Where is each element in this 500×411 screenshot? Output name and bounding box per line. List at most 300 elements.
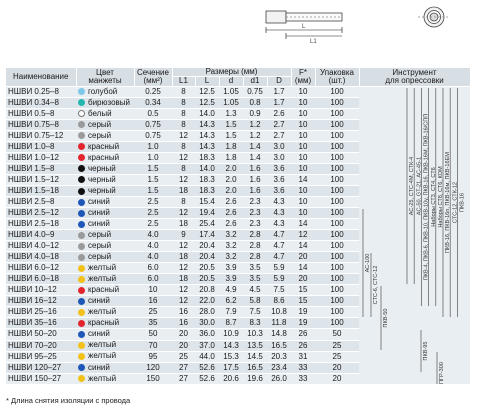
tool-label: ПКВ-50 <box>383 308 390 328</box>
cell-color <box>76 230 134 241</box>
cell-F: 10 <box>291 130 315 141</box>
tool-label: ПКВ-16, ПКВ-16п, ПКВ-16м, ПКВ-16ЕМ <box>445 151 452 253</box>
cell-name: НШВИ 70–20 <box>6 340 76 351</box>
cell-L1: 18 <box>172 186 195 197</box>
color-label: красный <box>88 152 120 162</box>
cell-d1: 2.8 <box>243 252 267 263</box>
color-swatch-icon <box>78 353 85 360</box>
color-label: синий <box>88 208 110 218</box>
cell-d: 4.9 <box>219 285 243 296</box>
cell-color <box>76 307 134 318</box>
color-label: синий <box>88 296 110 306</box>
color-swatch-icon <box>78 364 85 371</box>
color-swatch-icon <box>78 243 85 250</box>
cell-L1: 18 <box>172 252 195 263</box>
cell-name: НШВИ 1.0–8 <box>6 141 76 152</box>
cell-d: 2.0 <box>219 186 243 197</box>
cell-D: 1.7 <box>267 97 291 108</box>
cell-L1: 8 <box>172 164 195 175</box>
cell-D: 3.6 <box>267 186 291 197</box>
cell-d: 1.8 <box>219 152 243 163</box>
header-L1: L1 <box>172 77 195 86</box>
cell-color <box>76 274 134 285</box>
color-label: серый <box>88 119 112 129</box>
cell-d1: 1.6 <box>243 164 267 175</box>
color-swatch-icon <box>78 221 85 228</box>
color-swatch-icon <box>78 287 85 294</box>
cell-L1: 9 <box>172 230 195 241</box>
cell-L1: 8 <box>172 197 195 208</box>
header-name: Наименование <box>6 68 76 86</box>
color-label: черный <box>88 186 116 196</box>
color-label: бирюзовый <box>88 97 130 107</box>
cell-d1: 3.5 <box>243 263 267 274</box>
cell-s: 6.0 <box>134 274 172 285</box>
cell-name: НШВИ 0.75–8 <box>6 119 76 130</box>
cell-color <box>76 296 134 307</box>
cell-s: 150 <box>134 373 172 384</box>
cell-d: 7.9 <box>219 307 243 318</box>
cell-L: 20.8 <box>195 285 219 296</box>
cell-F: 31 <box>291 351 315 362</box>
cell-L1: 18 <box>172 219 195 230</box>
color-label: желтый <box>88 274 117 284</box>
cell-s: 95 <box>134 351 172 362</box>
cell-s: 4.0 <box>134 230 172 241</box>
color-label: синий <box>88 362 110 372</box>
cell-F: 14 <box>291 175 315 186</box>
cell-D: 3.6 <box>267 175 291 186</box>
cell-d1: 1.6 <box>243 186 267 197</box>
cell-d: 10.9 <box>219 329 243 340</box>
cell-L1: 12 <box>172 263 195 274</box>
cell-pack: 50 <box>315 329 359 340</box>
tool-label: Наборы СТ3, СТ4, СТ6 <box>430 167 437 227</box>
cell-L: 37.0 <box>195 340 219 351</box>
cell-L: 18.3 <box>195 186 219 197</box>
cell-color <box>76 219 134 230</box>
cell-d: 3.9 <box>219 263 243 274</box>
color-label: белый <box>88 108 112 118</box>
cell-pack: 25 <box>315 351 359 362</box>
cell-pack: 25 <box>315 340 359 351</box>
cell-F: 10 <box>291 152 315 163</box>
tools-column <box>359 86 470 384</box>
cell-F: 15 <box>291 296 315 307</box>
cell-d: 14.3 <box>219 340 243 351</box>
cell-F: 14 <box>291 219 315 230</box>
cell-d1: 1.6 <box>243 175 267 186</box>
cell-F: 26 <box>291 340 315 351</box>
cell-D: 4.7 <box>267 252 291 263</box>
cell-pack: 100 <box>315 241 359 252</box>
cell-D: 26.0 <box>267 373 291 384</box>
cell-D: 23.4 <box>267 362 291 373</box>
cell-F: 10 <box>291 141 315 152</box>
cell-pack: 100 <box>315 307 359 318</box>
cell-color <box>76 197 134 208</box>
cell-L: 17.4 <box>195 230 219 241</box>
cell-s: 4.0 <box>134 252 172 263</box>
color-label: серый <box>88 130 112 140</box>
cell-name: НШВИ 0.34–8 <box>6 97 76 108</box>
cell-L1: 8 <box>172 119 195 130</box>
cell-D: 2.7 <box>267 119 291 130</box>
cell-s: 2.5 <box>134 219 172 230</box>
cell-pack: 100 <box>315 197 359 208</box>
color-label: черный <box>88 174 116 184</box>
cell-D: 4.7 <box>267 230 291 241</box>
color-swatch-icon <box>78 309 85 316</box>
cell-name: НШВИ 4.0–12 <box>6 241 76 252</box>
cell-L: 25.4 <box>195 219 219 230</box>
cell-F: 10 <box>291 119 315 130</box>
cell-name: НШВИ 2.5–8 <box>6 197 76 208</box>
cell-D: 4.7 <box>267 241 291 252</box>
cell-L1: 8 <box>172 97 195 108</box>
color-label: голубой <box>88 86 118 96</box>
cell-color <box>76 208 134 219</box>
cell-L1: 8 <box>172 141 195 152</box>
cell-F: 10 <box>291 97 315 108</box>
cell-pack: 100 <box>315 274 359 285</box>
cell-pack: 100 <box>315 97 359 108</box>
tool-label: Наборы СТ8, СТ6, КОМ <box>438 166 445 228</box>
cell-L: 14.0 <box>195 108 219 119</box>
cell-F: 10 <box>291 197 315 208</box>
cell-d1: 0.8 <box>243 97 267 108</box>
cell-s: 70 <box>134 340 172 351</box>
cell-pack: 100 <box>315 86 359 97</box>
cell-F: 33 <box>291 373 315 384</box>
cell-color <box>76 141 134 152</box>
cell-name: НШВИ 4.0–9 <box>6 230 76 241</box>
cell-d: 6.2 <box>219 296 243 307</box>
tool-label: АС-50, GT-21, АС-45-1 <box>416 156 423 215</box>
cell-pack: 100 <box>315 119 359 130</box>
cell-L: 22.0 <box>195 296 219 307</box>
cell-L1: 12 <box>172 130 195 141</box>
cell-name: НШВИ 1.5–12 <box>6 175 76 186</box>
cell-F: 14 <box>291 241 315 252</box>
header-D: D <box>267 77 291 86</box>
cell-d1: 8.3 <box>243 318 267 329</box>
color-swatch-icon <box>78 232 85 239</box>
tool-label: СТС-12, СТК-12 <box>452 181 459 223</box>
cell-s: 6.0 <box>134 263 172 274</box>
cell-pack: 100 <box>315 108 359 119</box>
color-swatch-icon <box>78 132 85 139</box>
cell-d1: 10.3 <box>243 329 267 340</box>
cell-color <box>76 152 134 163</box>
cell-L: 20.5 <box>195 263 219 274</box>
cell-L1: 8 <box>172 108 195 119</box>
cell-color <box>76 175 134 186</box>
cell-L: 36.0 <box>195 329 219 340</box>
cell-F: 20 <box>291 252 315 263</box>
header-sizes: Размеры (мм) <box>172 68 291 77</box>
color-swatch-icon <box>78 143 85 150</box>
cell-pack: 100 <box>315 175 359 186</box>
color-label: синий <box>88 329 110 339</box>
color-swatch-icon <box>78 121 85 128</box>
cell-name: НШВИ 4.0–18 <box>6 252 76 263</box>
cell-name: НШВИ 35–16 <box>6 318 76 329</box>
dim-label-L: L <box>302 24 306 30</box>
cell-s: 0.75 <box>134 130 172 141</box>
cell-L: 18.3 <box>195 152 219 163</box>
tool-label: ПКВ-16 <box>459 192 466 212</box>
cell-L1: 27 <box>172 362 195 373</box>
cell-name: НШВИ 10–12 <box>6 285 76 296</box>
cell-F: 19 <box>291 307 315 318</box>
cell-L1: 12 <box>172 208 195 219</box>
color-label: серый <box>88 252 112 262</box>
cell-L1: 16 <box>172 318 195 329</box>
tool-bar <box>371 253 379 317</box>
cell-F: 14 <box>291 263 315 274</box>
cell-name: НШВИ 25–16 <box>6 307 76 318</box>
cell-d1: 0.9 <box>243 108 267 119</box>
cell-color <box>76 130 134 141</box>
cell-d1: 14.5 <box>243 351 267 362</box>
color-label: желтый <box>88 373 117 383</box>
cell-name: НШВИ 0.5–8 <box>6 108 76 119</box>
cell-d1: 19.6 <box>243 373 267 384</box>
cell-color <box>76 186 134 197</box>
cell-s: 1.5 <box>134 186 172 197</box>
cell-s: 0.5 <box>134 108 172 119</box>
cell-s: 2.5 <box>134 208 172 219</box>
cell-name: НШВИ 95–25 <box>6 351 76 362</box>
color-swatch-icon <box>78 88 85 95</box>
cell-pack: 100 <box>315 130 359 141</box>
cell-color <box>76 108 134 119</box>
cell-D: 3.6 <box>267 164 291 175</box>
header-d1: d1 <box>243 77 267 86</box>
cell-color <box>76 373 134 384</box>
header-F: F* (мм) <box>291 68 315 86</box>
cell-L1: 12 <box>172 152 195 163</box>
cell-F: 15 <box>291 285 315 296</box>
cell-D: 4.3 <box>267 197 291 208</box>
cell-d: 3.2 <box>219 230 243 241</box>
cell-s: 4.0 <box>134 241 172 252</box>
cell-color <box>76 329 134 340</box>
cell-s: 25 <box>134 307 172 318</box>
cell-L1: 27 <box>172 373 195 384</box>
cell-d1: 13.5 <box>243 340 267 351</box>
cell-color <box>76 97 134 108</box>
cell-s: 10 <box>134 285 172 296</box>
color-swatch-icon <box>78 331 85 338</box>
cell-F: 33 <box>291 362 315 373</box>
color-swatch-icon <box>78 375 85 382</box>
cell-L: 14.0 <box>195 164 219 175</box>
cell-pack: 100 <box>315 208 359 219</box>
header-L: L <box>195 77 219 86</box>
cell-pack: 100 <box>315 230 359 241</box>
color-swatch-icon <box>78 276 85 283</box>
cell-L1: 12 <box>172 285 195 296</box>
cell-D: 2.7 <box>267 130 291 141</box>
cell-L1: 16 <box>172 307 195 318</box>
cell-color <box>76 318 134 329</box>
cell-d: 1.8 <box>219 141 243 152</box>
cell-color <box>76 263 134 274</box>
cell-s: 16 <box>134 296 172 307</box>
color-swatch-icon <box>78 265 85 272</box>
cell-s: 1.0 <box>134 141 172 152</box>
color-swatch-icon <box>78 165 85 172</box>
cell-d: 1.5 <box>219 119 243 130</box>
color-swatch-icon <box>78 254 85 261</box>
cell-d: 1.5 <box>219 130 243 141</box>
cell-pack: 100 <box>315 318 359 329</box>
cell-L: 18.3 <box>195 175 219 186</box>
cell-L: 14.3 <box>195 130 219 141</box>
color-label: синий <box>88 219 110 229</box>
cell-pack: 100 <box>315 141 359 152</box>
tool-bar <box>381 286 389 350</box>
cell-d1: 2.8 <box>243 241 267 252</box>
footnote: * Длина снятия изоляции с провода <box>6 396 131 405</box>
tool-bar <box>421 330 429 372</box>
tool-bar <box>457 88 465 317</box>
cell-pack: 100 <box>315 296 359 307</box>
cell-D: 2.6 <box>267 108 291 119</box>
cell-color <box>76 252 134 263</box>
cell-L: 20.4 <box>195 252 219 263</box>
color-swatch-icon <box>78 188 85 195</box>
color-label: красный <box>88 318 120 328</box>
color-swatch-icon <box>78 110 85 117</box>
cell-d1: 7.5 <box>243 307 267 318</box>
cell-s: 1.5 <box>134 164 172 175</box>
tool-bar <box>363 209 371 317</box>
cell-L: 20.4 <box>195 241 219 252</box>
cell-D: 14.8 <box>267 329 291 340</box>
cell-L: 14.3 <box>195 141 219 152</box>
cell-F: 10 <box>291 164 315 175</box>
cell-d: 1.05 <box>219 86 243 97</box>
ferrule-spec-table <box>6 68 471 385</box>
cell-color <box>76 362 134 373</box>
cell-L: 28.0 <box>195 307 219 318</box>
cell-d1: 0.75 <box>243 86 267 97</box>
cell-D: 5.9 <box>267 263 291 274</box>
cell-pack: 100 <box>315 164 359 175</box>
cell-s: 0.75 <box>134 119 172 130</box>
cell-d1: 2.3 <box>243 208 267 219</box>
color-swatch-icon <box>78 154 85 161</box>
cell-L1: 12 <box>172 296 195 307</box>
cell-pack: 20 <box>315 373 359 384</box>
cell-D: 4.3 <box>267 208 291 219</box>
cell-d1: 1.4 <box>243 141 267 152</box>
tool-label: АС-25, СТС-4М, СТК-4 <box>409 156 416 215</box>
cell-d: 1.3 <box>219 108 243 119</box>
cell-name: НШВИ 120–27 <box>6 362 76 373</box>
cell-d1: 5.8 <box>243 296 267 307</box>
cell-name: НШВИ 16–12 <box>6 296 76 307</box>
cell-color <box>76 285 134 296</box>
cell-name: НШВИ 150–27 <box>6 373 76 384</box>
cell-name: НШВИ 50–20 <box>6 329 76 340</box>
cell-L: 12.5 <box>195 86 219 97</box>
cell-d1: 16.5 <box>243 362 267 373</box>
cell-F: 10 <box>291 208 315 219</box>
cell-L: 12.5 <box>195 97 219 108</box>
cell-d: 2.6 <box>219 197 243 208</box>
cell-d: 1.05 <box>219 97 243 108</box>
cell-L: 15.4 <box>195 197 219 208</box>
cell-d: 2.0 <box>219 164 243 175</box>
cell-name: НШВИ 1.0–12 <box>6 152 76 163</box>
tool-label: АС-100 <box>365 253 372 273</box>
cell-L1: 8 <box>172 86 195 97</box>
cell-color <box>76 86 134 97</box>
cell-s: 120 <box>134 362 172 373</box>
cell-D: 3.0 <box>267 152 291 163</box>
color-swatch-icon <box>78 210 85 217</box>
cell-D: 8.6 <box>267 296 291 307</box>
cell-F: 20 <box>291 274 315 285</box>
color-swatch-icon <box>78 342 85 349</box>
cell-d: 2.6 <box>219 219 243 230</box>
cell-pack: 100 <box>315 252 359 263</box>
cell-L1: 12 <box>172 241 195 252</box>
cell-s: 0.25 <box>134 86 172 97</box>
cell-name: НШВИ 0.75–12 <box>6 130 76 141</box>
cell-name: НШВИ 2.5–12 <box>6 208 76 219</box>
cell-d: 3.9 <box>219 274 243 285</box>
cell-d1: 1.2 <box>243 119 267 130</box>
tool-bar <box>437 352 445 384</box>
cell-D: 16.5 <box>267 340 291 351</box>
cell-color <box>76 119 134 130</box>
color-label: синий <box>88 197 110 207</box>
cell-D: 7.5 <box>267 285 291 296</box>
cell-F: 19 <box>291 318 315 329</box>
dim-label-L1: L1 <box>310 39 317 45</box>
color-swatch-icon <box>78 199 85 206</box>
color-swatch-icon <box>78 298 85 305</box>
cell-F: 26 <box>291 329 315 340</box>
cell-name: НШВИ 1.5–8 <box>6 164 76 175</box>
tool-label: СТС-6, СТС-12 <box>373 265 380 305</box>
cell-pack: 100 <box>315 263 359 274</box>
cell-L: 14.3 <box>195 119 219 130</box>
tools-diagram <box>359 87 470 384</box>
cell-d: 3.2 <box>219 241 243 252</box>
header-section: Сечение (мм²) <box>134 68 172 86</box>
color-label: желтый <box>88 340 117 350</box>
cell-d: 8.7 <box>219 318 243 329</box>
cell-L1: 12 <box>172 175 195 186</box>
table-row <box>6 86 470 97</box>
cell-L1: 20 <box>172 340 195 351</box>
cell-pack: 100 <box>315 219 359 230</box>
cell-pack: 100 <box>315 186 359 197</box>
cell-D: 1.7 <box>267 86 291 97</box>
tool-label: ПГР-300 <box>439 361 446 384</box>
cell-D: 11.8 <box>267 318 291 329</box>
cell-color <box>76 164 134 175</box>
cell-color <box>76 351 134 362</box>
color-swatch-icon <box>78 320 85 327</box>
header-pack: Упаковка (шт.) <box>315 68 359 86</box>
